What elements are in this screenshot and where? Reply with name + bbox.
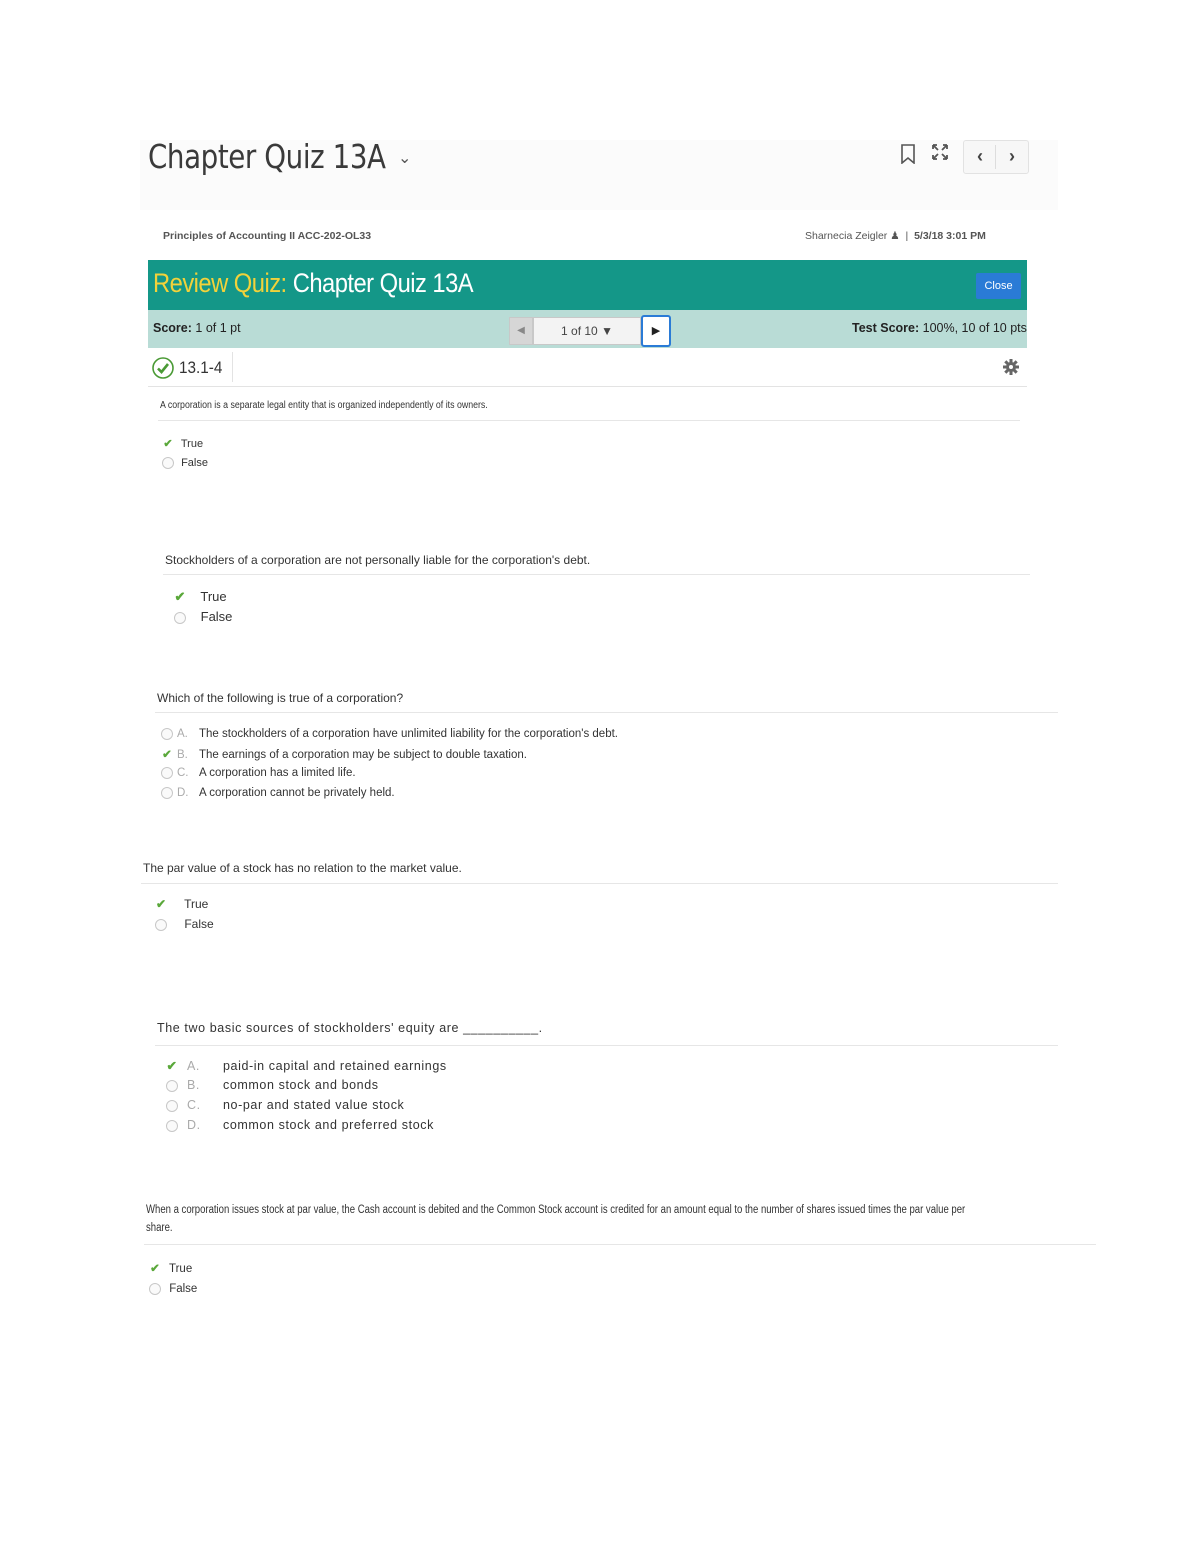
option-d[interactable]: D. common stock and preferred stock	[157, 1118, 434, 1132]
user-icon: ♟	[890, 230, 900, 242]
question-select-value: 1 of 10	[561, 324, 598, 338]
option-true[interactable]: ✔ True	[141, 897, 208, 911]
divider	[155, 1045, 1058, 1046]
option-a[interactable]: ✔ A. paid-in capital and retained earnings	[157, 1058, 447, 1073]
correct-check-icon	[152, 357, 174, 379]
previous-page-button[interactable]: ‹	[977, 146, 983, 166]
radio-icon	[163, 609, 197, 624]
divider	[141, 883, 1058, 884]
score	[153, 321, 241, 335]
question-text: Stockholders of a corporation are not personally liable for the corporation's debt.	[165, 553, 591, 567]
radio-icon	[157, 1118, 187, 1132]
divider	[163, 574, 1030, 575]
option-d[interactable]: D. A corporation cannot be privately held.	[157, 787, 395, 799]
divider	[232, 352, 233, 382]
checkmark-icon: ✔	[162, 749, 172, 761]
score-value: 1 of 1 pt	[195, 321, 241, 335]
radio-icon	[157, 1098, 187, 1112]
option-false[interactable]: False	[141, 917, 214, 931]
option-true[interactable]: ✔ True	[163, 589, 227, 605]
question-text: When a corporation issues stock at par value, the Cash account is debited and the Common Stock account is credited for an amount equal to the number of shares issued times the par value per	[146, 1204, 966, 1216]
question-text: Which of the following is true of a corporation?	[157, 691, 404, 705]
page-title: Chapter Quiz 13A	[148, 137, 386, 176]
checkmark-icon: ✔	[155, 897, 167, 911]
review-title	[153, 268, 473, 299]
radio-icon	[157, 787, 177, 799]
option-c[interactable]: C. no-par and stated value stock	[157, 1098, 404, 1112]
question-select[interactable]	[533, 317, 641, 345]
question-text: A corporation is a separate legal entity that is organized independently of its owners.	[160, 400, 488, 411]
expand-icon[interactable]	[932, 144, 948, 160]
radio-icon	[141, 917, 181, 931]
close-button[interactable]: Close	[976, 273, 1021, 299]
option-b[interactable]: ✔ B. The earnings of a corporation may be subject to double taxation.	[157, 747, 527, 761]
separator: |	[905, 230, 909, 242]
question-text-continued: share.	[146, 1222, 173, 1234]
caret-down-icon: ▼	[601, 324, 613, 338]
radio-icon	[157, 728, 177, 740]
divider	[158, 420, 1020, 421]
option-false[interactable]: False	[158, 457, 208, 469]
previous-question-button[interactable]: ◀	[509, 317, 533, 345]
question-header	[148, 348, 1027, 387]
test-score-label: Test Score:	[852, 321, 920, 335]
option-a[interactable]: A. The stockholders of a corporation have unlimited liability for the corporation's debt.	[157, 728, 618, 740]
test-score	[852, 321, 1027, 335]
checkmark-icon: ✔	[163, 438, 173, 450]
option-false[interactable]: False	[144, 1283, 197, 1295]
checkmark-icon: ✔	[174, 589, 186, 604]
divider	[155, 712, 1058, 713]
checkmark-icon: ✔	[150, 1263, 160, 1275]
checkmark-icon: ✔	[166, 1059, 178, 1073]
option-false[interactable]: False	[163, 609, 232, 624]
review-label: Review Quiz:	[153, 268, 287, 298]
radio-icon	[144, 1283, 166, 1295]
radio-icon	[158, 457, 178, 469]
divider	[144, 1244, 1096, 1245]
question-text: The par value of a stock has no relation to the market value.	[143, 861, 462, 875]
next-question-button[interactable]: ▶	[641, 315, 671, 347]
score-label: Score:	[153, 321, 192, 335]
review-quiz-name: Chapter Quiz 13A	[292, 268, 474, 298]
option-b[interactable]: B. common stock and bonds	[157, 1078, 379, 1092]
option-true[interactable]: ✔ True	[158, 437, 203, 450]
gear-icon[interactable]	[1002, 358, 1020, 376]
test-score-value: 100%, 10 of 10 pts	[922, 321, 1027, 335]
user-info	[805, 230, 986, 242]
bookmark-icon[interactable]	[901, 144, 915, 164]
next-page-button[interactable]: ›	[1009, 146, 1015, 166]
chevron-down-icon[interactable]: ⌄	[398, 150, 412, 167]
course-name: Principles of Accounting II ACC-202-OL33	[163, 230, 372, 242]
question-text: The two basic sources of stockholders' equity are __________.	[157, 1021, 543, 1035]
radio-icon	[157, 767, 177, 779]
option-c[interactable]: C. A corporation has a limited life.	[157, 767, 356, 779]
page-nav	[963, 140, 1029, 174]
user-name: Sharnecia Zeigler	[805, 230, 888, 242]
timestamp: 5/3/18 3:01 PM	[914, 230, 986, 242]
option-true[interactable]: ✔ True	[144, 1261, 192, 1275]
radio-icon	[157, 1078, 187, 1092]
question-id: 13.1-4	[179, 358, 223, 377]
